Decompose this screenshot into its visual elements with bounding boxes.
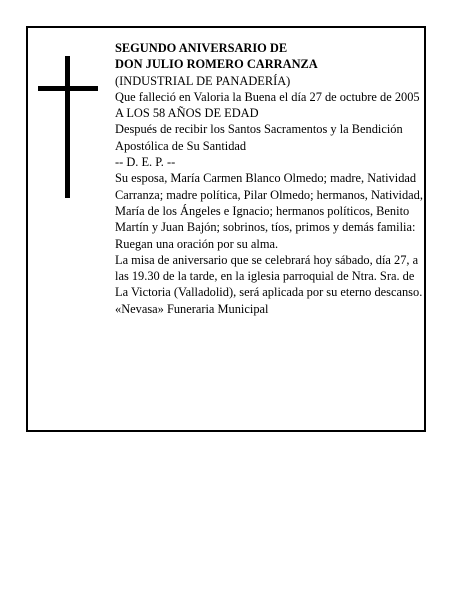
family-list: Su esposa, María Carmen Blanco Olmedo; madre, Natividad Carranza; madre política, Pilar Olmedo; hermanos, Natividad, María de los Ángeles e Ignacio; hermanos políticos, Benito Martín y Juan Bajón; sobrinos, tíos, primos y demás familia:: [115, 171, 423, 235]
sacraments-text: Después de recibir los Santos Sacramentos y la Bendición Apostólica de Su Santidad: [115, 122, 403, 153]
obituary-notice: [26, 26, 426, 432]
notice-text: [115, 40, 423, 317]
notice-title-line2: DON JULIO ROMERO CARRANZA: [115, 57, 318, 72]
mass-info: La misa de aniversario que se celebrará hoy sábado, día 27, a las 19.30 de la tarde, en la iglesia parroquial de Ntra. Sra. de La Victoria (Valladolid), será aplicada por su eterno descanso.: [115, 252, 423, 300]
rip-text: -- D. E. P. --: [115, 155, 176, 170]
funeral-home: «Nevasa» Funeraria Municipal: [115, 301, 269, 316]
notice-title-line1: SEGUNDO ANIVERSARIO DE: [115, 41, 288, 55]
death-info: Que falleció en Valoria la Buena el día 27 de octubre de 2005: [115, 89, 420, 104]
occupation: (INDUSTRIAL DE PANADERÍA): [115, 73, 291, 88]
cross-horizontal-bar: [38, 86, 98, 91]
latin-cross-icon: [38, 56, 98, 198]
prayer-request: Ruegan una oración por su alma.: [115, 236, 279, 251]
age-at-death: A LOS 58 AÑOS DE EDAD: [115, 106, 259, 121]
cross-vertical-bar: [65, 56, 70, 198]
